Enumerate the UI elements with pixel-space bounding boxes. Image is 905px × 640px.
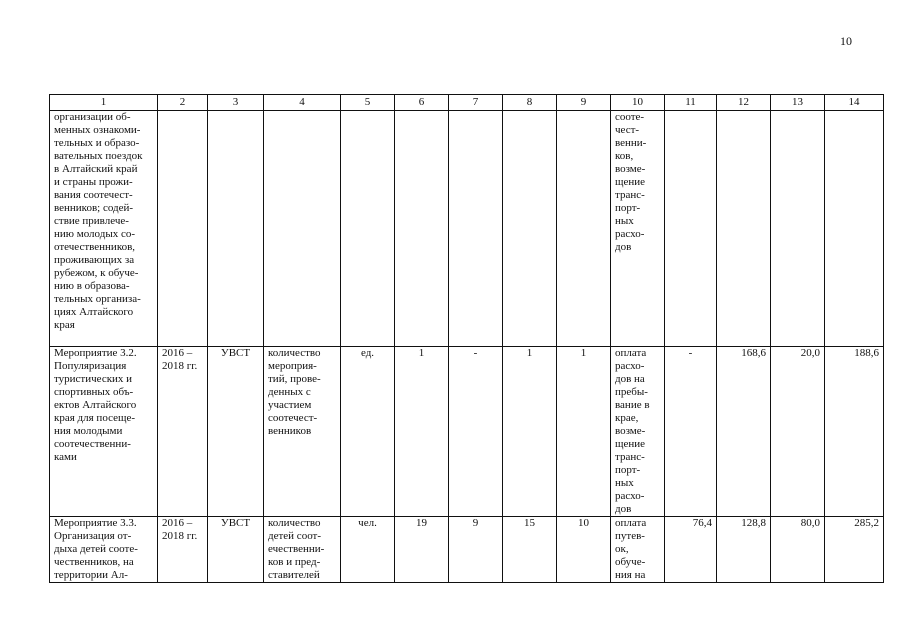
column-header: 4 [264, 95, 341, 111]
expense-direction-cell: сооте- чест- венни- ков, возме- щение транс- порт- ных расхо- дов [611, 111, 665, 347]
amount-cell: - [665, 347, 717, 517]
column-header: 7 [449, 95, 503, 111]
unit-cell [341, 111, 395, 347]
expense-direction-cell: оплата путев- ок, обуче- ния на [611, 517, 665, 583]
executor-cell [208, 111, 264, 347]
header-row [50, 95, 884, 111]
column-header: 2 [158, 95, 208, 111]
activity-cell: Мероприятие 3.2. Популяризация туристических и спортивных объ- ектов Алтайского края для посеще- ния молодыми соотечественни- ками [50, 347, 158, 517]
indicator-cell: количество мероприя- тий, прове- денных с участием соотечест- венников [264, 347, 341, 517]
value-cell [395, 111, 449, 347]
unit-cell: ед. [341, 347, 395, 517]
amount-cell: 168,6 [717, 347, 771, 517]
unit-cell: чел. [341, 517, 395, 583]
column-header: 13 [771, 95, 825, 111]
table-row [50, 111, 884, 347]
period-cell [158, 111, 208, 347]
column-header: 3 [208, 95, 264, 111]
amount-cell [825, 111, 884, 347]
column-header: 12 [717, 95, 771, 111]
value-cell: 10 [557, 517, 611, 583]
column-header: 8 [503, 95, 557, 111]
amount-cell: 80,0 [771, 517, 825, 583]
expense-direction-cell: оплата расхо- дов на пребы- вание в крае, возме- щение транс- порт- ных расхо- дов [611, 347, 665, 517]
executor-cell: УВСТ [208, 347, 264, 517]
program-table [49, 94, 884, 583]
value-cell: 9 [449, 517, 503, 583]
period-cell: 2016 – 2018 гг. [158, 347, 208, 517]
indicator-cell: количество детей соот- ечественни- ков и пред- ставителей [264, 517, 341, 583]
page-number: 10 [840, 34, 852, 48]
column-header: 9 [557, 95, 611, 111]
amount-cell [771, 111, 825, 347]
table-row [50, 517, 884, 583]
value-cell: - [449, 347, 503, 517]
amount-cell [665, 111, 717, 347]
amount-cell: 128,8 [717, 517, 771, 583]
column-header: 6 [395, 95, 449, 111]
value-cell [503, 111, 557, 347]
amount-cell: 76,4 [665, 517, 717, 583]
amount-cell: 20,0 [771, 347, 825, 517]
value-cell: 15 [503, 517, 557, 583]
executor-cell: УВСТ [208, 517, 264, 583]
value-cell [557, 111, 611, 347]
value-cell [449, 111, 503, 347]
column-header: 14 [825, 95, 884, 111]
value-cell: 1 [395, 347, 449, 517]
indicator-cell [264, 111, 341, 347]
table-row [50, 347, 884, 517]
column-header: 10 [611, 95, 665, 111]
value-cell: 19 [395, 517, 449, 583]
value-cell: 1 [557, 347, 611, 517]
period-cell: 2016 – 2018 гг. [158, 517, 208, 583]
column-header: 1 [50, 95, 158, 111]
column-header: 5 [341, 95, 395, 111]
amount-cell: 285,2 [825, 517, 884, 583]
column-header: 11 [665, 95, 717, 111]
amount-cell: 188,6 [825, 347, 884, 517]
activity-cell: организации об- менных ознакоми- тельных и образо- вательных поездок в Алтайский край и страны прожи- вания соотечест- венников; содей- ствие привлече- нию молодых со- отечественников, проживающих за рубежом, к обуче- нию в образова- тельных организа- циях Алтайского края [50, 111, 158, 347]
value-cell: 1 [503, 347, 557, 517]
activity-cell: Мероприятие 3.3. Организация от- дыха детей сооте- чественников, на территории Ал- [50, 517, 158, 583]
amount-cell [717, 111, 771, 347]
